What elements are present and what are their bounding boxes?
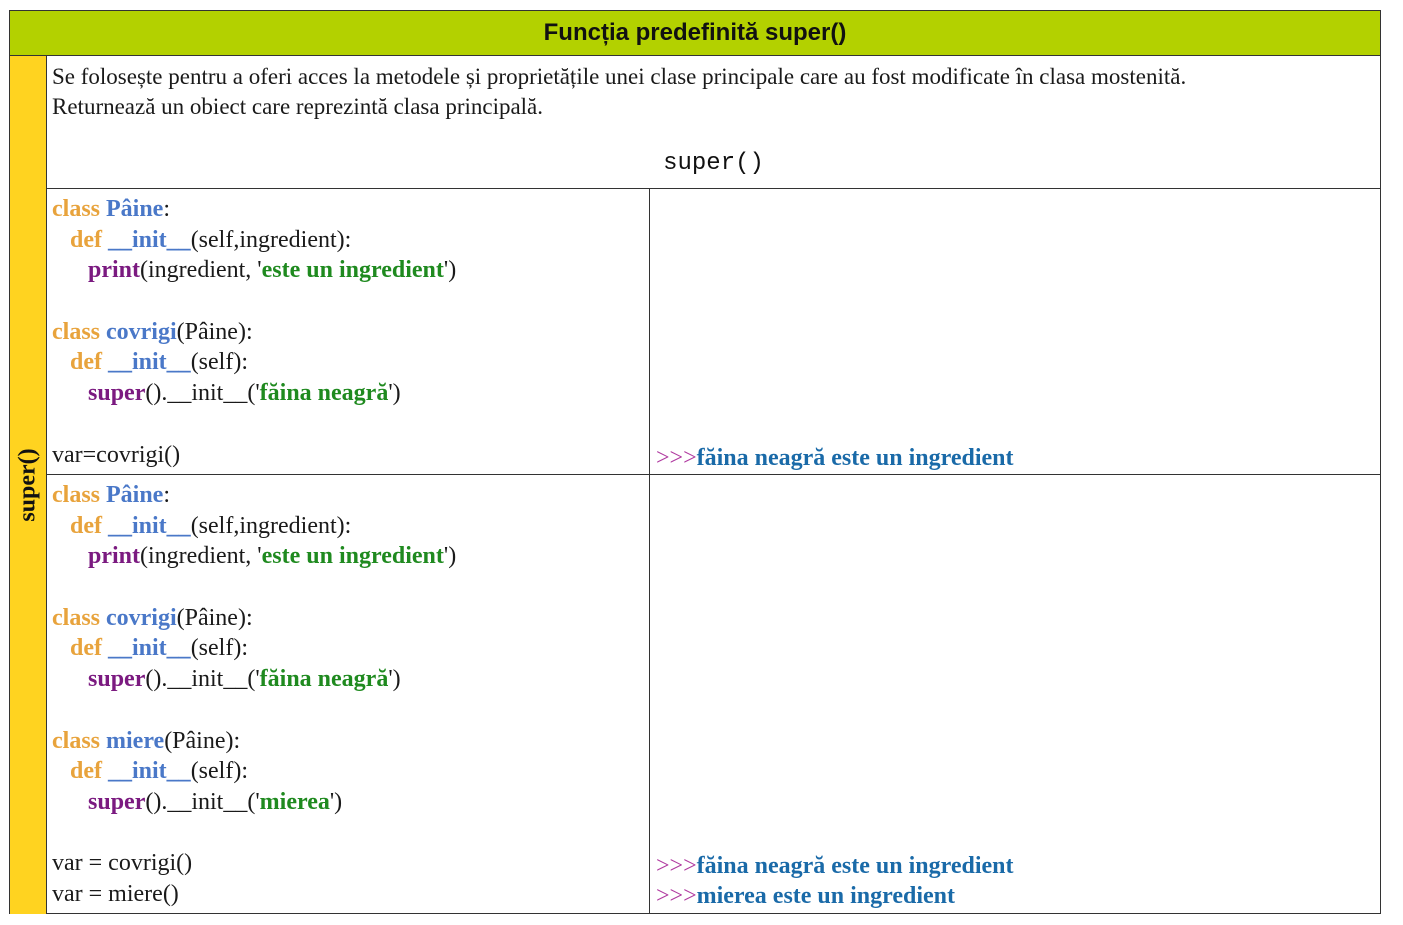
code-line — [52, 633, 649, 664]
string-literal: mierea — [259, 788, 330, 815]
builtin-name: super — [88, 788, 146, 815]
syntax-text: super() — [663, 150, 764, 177]
output-line — [656, 881, 1014, 912]
keyword: class — [52, 727, 100, 754]
code-cell-2 — [47, 475, 650, 914]
code-line: var = covrigi() — [52, 850, 193, 877]
code-line — [52, 347, 649, 378]
code-line — [52, 541, 649, 572]
code-line — [52, 787, 649, 818]
builtin-name: super — [88, 666, 146, 693]
code-text: : — [163, 196, 170, 222]
code-text: ().__init__(' — [145, 666, 260, 693]
code-text: (Pâine): — [164, 727, 241, 754]
code-text: ') — [443, 543, 457, 570]
code-blank-line — [52, 286, 649, 317]
side-label: super() — [14, 448, 41, 522]
builtin-name: print — [88, 543, 141, 570]
code-blank-line — [52, 818, 649, 849]
code-line — [52, 194, 649, 225]
example-row-2 — [47, 475, 1380, 914]
keyword: def — [70, 349, 102, 376]
code-text: (self,ingredient): — [190, 226, 352, 253]
builtin-name: print — [88, 257, 141, 284]
method-name: __init__ — [108, 635, 191, 662]
class-name: covrigi — [106, 318, 177, 345]
keyword: def — [70, 226, 102, 253]
output-text: făina neagră este un ingredient — [696, 852, 1014, 879]
keyword: def — [70, 635, 102, 662]
code-text: (ingredient, ' — [140, 543, 262, 570]
code-line — [52, 664, 649, 695]
description-line-1: Se folosește pentru a oferi acces la metodele și proprietățile unei clase principale care au fost modificate în clasa mostenită. — [52, 64, 1187, 89]
table-title: Funcția predefinită super() — [10, 11, 1380, 56]
code-text: (Pâine): — [176, 318, 253, 345]
output-line — [656, 851, 1014, 882]
string-literal: este un ingredient — [261, 543, 444, 570]
code-line — [52, 317, 649, 348]
prompt-text: >>> — [656, 852, 697, 879]
prompt-text: >>> — [656, 445, 697, 472]
output-text: mierea este un ingredient — [696, 883, 956, 910]
code-text: ') — [388, 380, 401, 407]
code-text: ().__init__(' — [145, 380, 260, 407]
code-blank-line — [52, 695, 649, 726]
code-text: (self): — [190, 349, 248, 376]
code-line — [52, 756, 649, 787]
class-name: Pâine — [106, 482, 164, 508]
code-text: (self): — [190, 758, 248, 785]
code-text: : — [163, 482, 170, 508]
keyword: class — [52, 604, 100, 631]
output-lines — [656, 851, 1014, 912]
method-name: __init__ — [108, 349, 191, 376]
code-line — [52, 255, 649, 286]
class-name: Pâine — [106, 196, 164, 222]
code-line — [52, 225, 649, 256]
description-line-2: Returnează un obiect care reprezintă clasa principală. — [52, 94, 544, 119]
code-line: var = miere() — [52, 880, 179, 907]
class-name: covrigi — [106, 604, 177, 631]
description-text — [52, 62, 1372, 122]
builtin-name: super — [88, 380, 146, 407]
code-text: (self,ingredient): — [190, 512, 352, 539]
keyword: def — [70, 758, 102, 785]
example-row-1 — [47, 189, 1380, 475]
code-text: (self): — [190, 635, 248, 662]
output-cell-1 — [650, 189, 1380, 474]
description-cell — [47, 56, 1380, 189]
code-text: ') — [443, 257, 457, 284]
code-blank-line — [52, 409, 649, 440]
string-literal: făina neagră — [259, 666, 389, 693]
code-text: (ingredient, ' — [140, 257, 262, 284]
output-cell-2 — [650, 475, 1380, 914]
method-name: __init__ — [108, 758, 191, 785]
code-text: ') — [329, 788, 343, 815]
keyword: def — [70, 512, 102, 539]
code-line — [52, 603, 649, 634]
class-name: miere — [106, 727, 165, 754]
method-name: __init__ — [108, 226, 191, 253]
side-column — [10, 56, 47, 914]
code-blank-line — [52, 572, 649, 603]
keyword: class — [52, 318, 100, 345]
output-lines — [656, 443, 1014, 474]
code-text: ') — [388, 666, 401, 693]
keyword: class — [52, 482, 100, 508]
string-literal: făina neagră — [259, 380, 389, 407]
code-line — [52, 511, 649, 542]
code-text: ().__init__(' — [145, 788, 260, 815]
code-cell-1 — [47, 189, 650, 474]
method-name: __init__ — [108, 512, 191, 539]
code-line: var=covrigi() — [52, 441, 181, 468]
code-line — [52, 726, 649, 757]
prompt-text: >>> — [656, 883, 697, 910]
string-literal: este un ingredient — [261, 257, 444, 284]
output-line — [656, 443, 1014, 474]
code-line — [52, 480, 649, 511]
output-text: făina neagră este un ingredient — [696, 445, 1014, 472]
reference-table — [9, 10, 1381, 914]
code-line — [52, 378, 649, 409]
keyword: class — [52, 196, 100, 222]
code-text: (Pâine): — [176, 604, 253, 631]
